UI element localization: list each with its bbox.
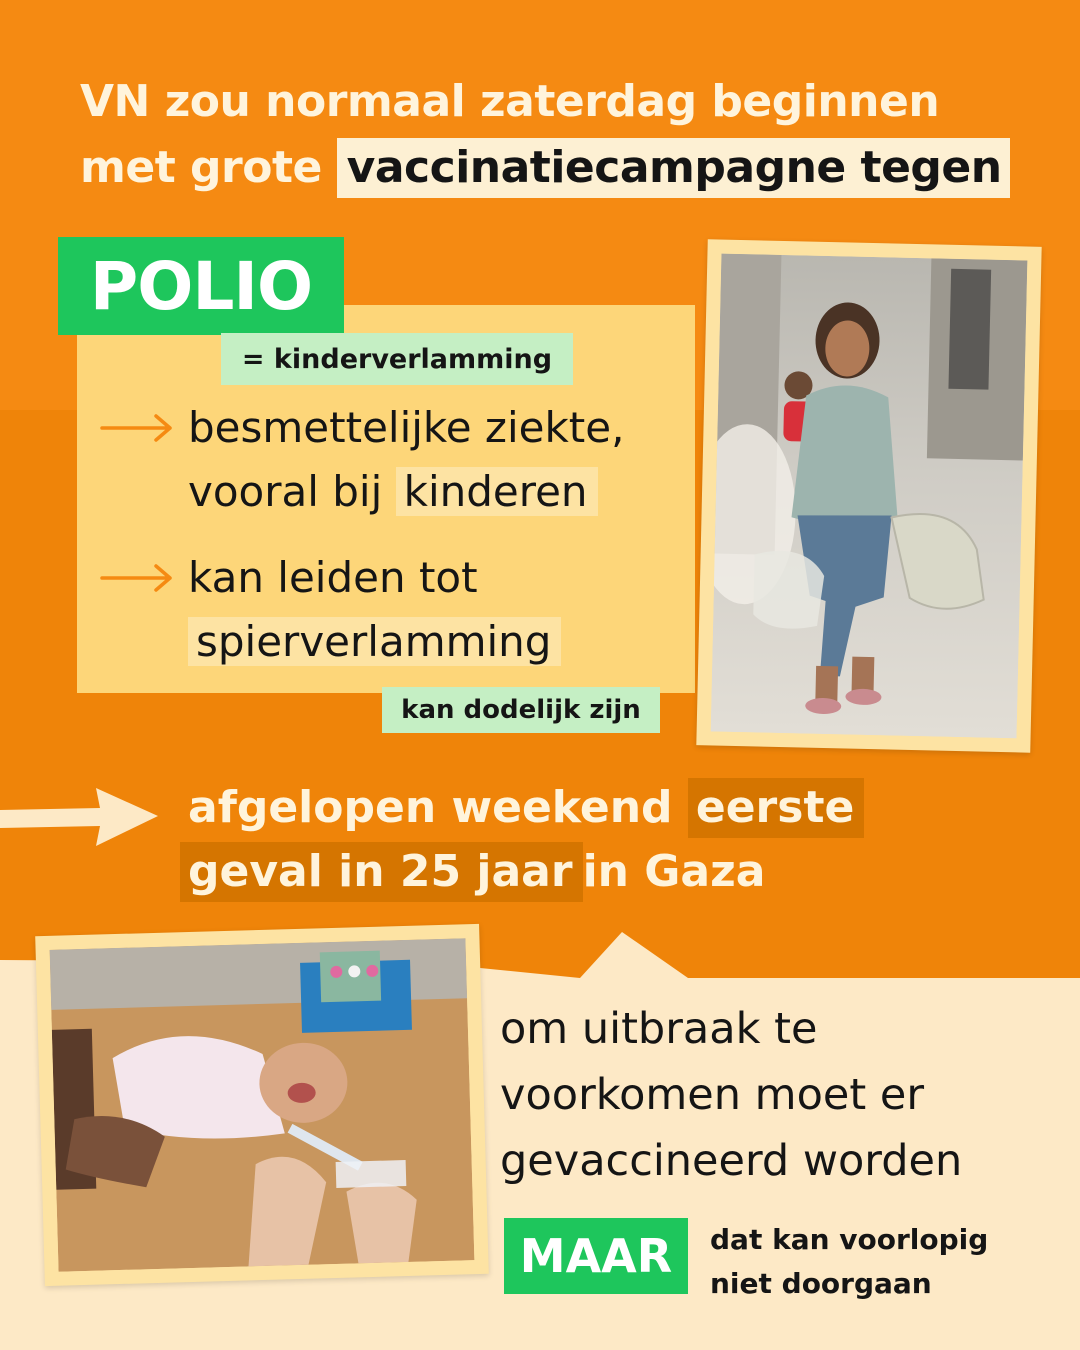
maar-note-line2: niet doorgaan <box>710 1267 932 1300</box>
headline <box>80 70 1010 200</box>
outbreak-line1: afgelopen weekend <box>188 782 673 833</box>
child-photo-image <box>711 254 1028 739</box>
baby-photo-image <box>50 938 475 1271</box>
headline-highlight: vaccinatiecampagne tegen <box>337 138 1010 198</box>
headline-line2: met grote <box>80 142 322 193</box>
definition-tag: = kinderverlamming <box>221 333 573 385</box>
bullet-1-highlight: kinderen <box>396 467 598 516</box>
arrow-right-icon <box>100 413 176 443</box>
outbreak-highlight-2: geval in 25 jaar <box>180 842 583 902</box>
headline-line1: VN zou normaal zaterdag beginnen <box>80 76 940 127</box>
deadly-note-tag: kan dodelijk zijn <box>382 687 660 733</box>
arrow-right-icon <box>100 563 176 593</box>
big-arrow-right-icon <box>0 782 160 852</box>
bullet-1-line2: vooral bij <box>188 467 383 516</box>
vaccination-line3: gevaccineerd worden <box>500 1136 963 1186</box>
outbreak-statement <box>188 776 864 904</box>
bullet-2-line1: kan leiden tot <box>188 553 478 602</box>
bullet-paralysis <box>188 546 561 674</box>
outbreak-highlight-1: eerste <box>688 778 864 838</box>
maar-note-line1: dat kan voorlopig <box>710 1223 989 1256</box>
bullet-contagious <box>188 396 624 524</box>
bullet-1-line1: besmettelijke ziekte, <box>188 403 625 452</box>
outbreak-line2: in Gaza <box>582 846 766 897</box>
bullet-2-highlight: spierverlamming <box>188 617 561 666</box>
polio-badge: POLIO <box>58 237 344 335</box>
photo-baby-vaccination <box>35 924 489 1286</box>
vaccination-line2: voorkomen moet er <box>500 1070 924 1120</box>
vaccination-statement <box>500 996 962 1194</box>
vaccination-line1: om uitbraak te <box>500 1004 818 1054</box>
photo-child-carrying-water <box>696 239 1041 752</box>
maar-badge: MAAR <box>504 1218 688 1294</box>
maar-note <box>710 1218 988 1306</box>
